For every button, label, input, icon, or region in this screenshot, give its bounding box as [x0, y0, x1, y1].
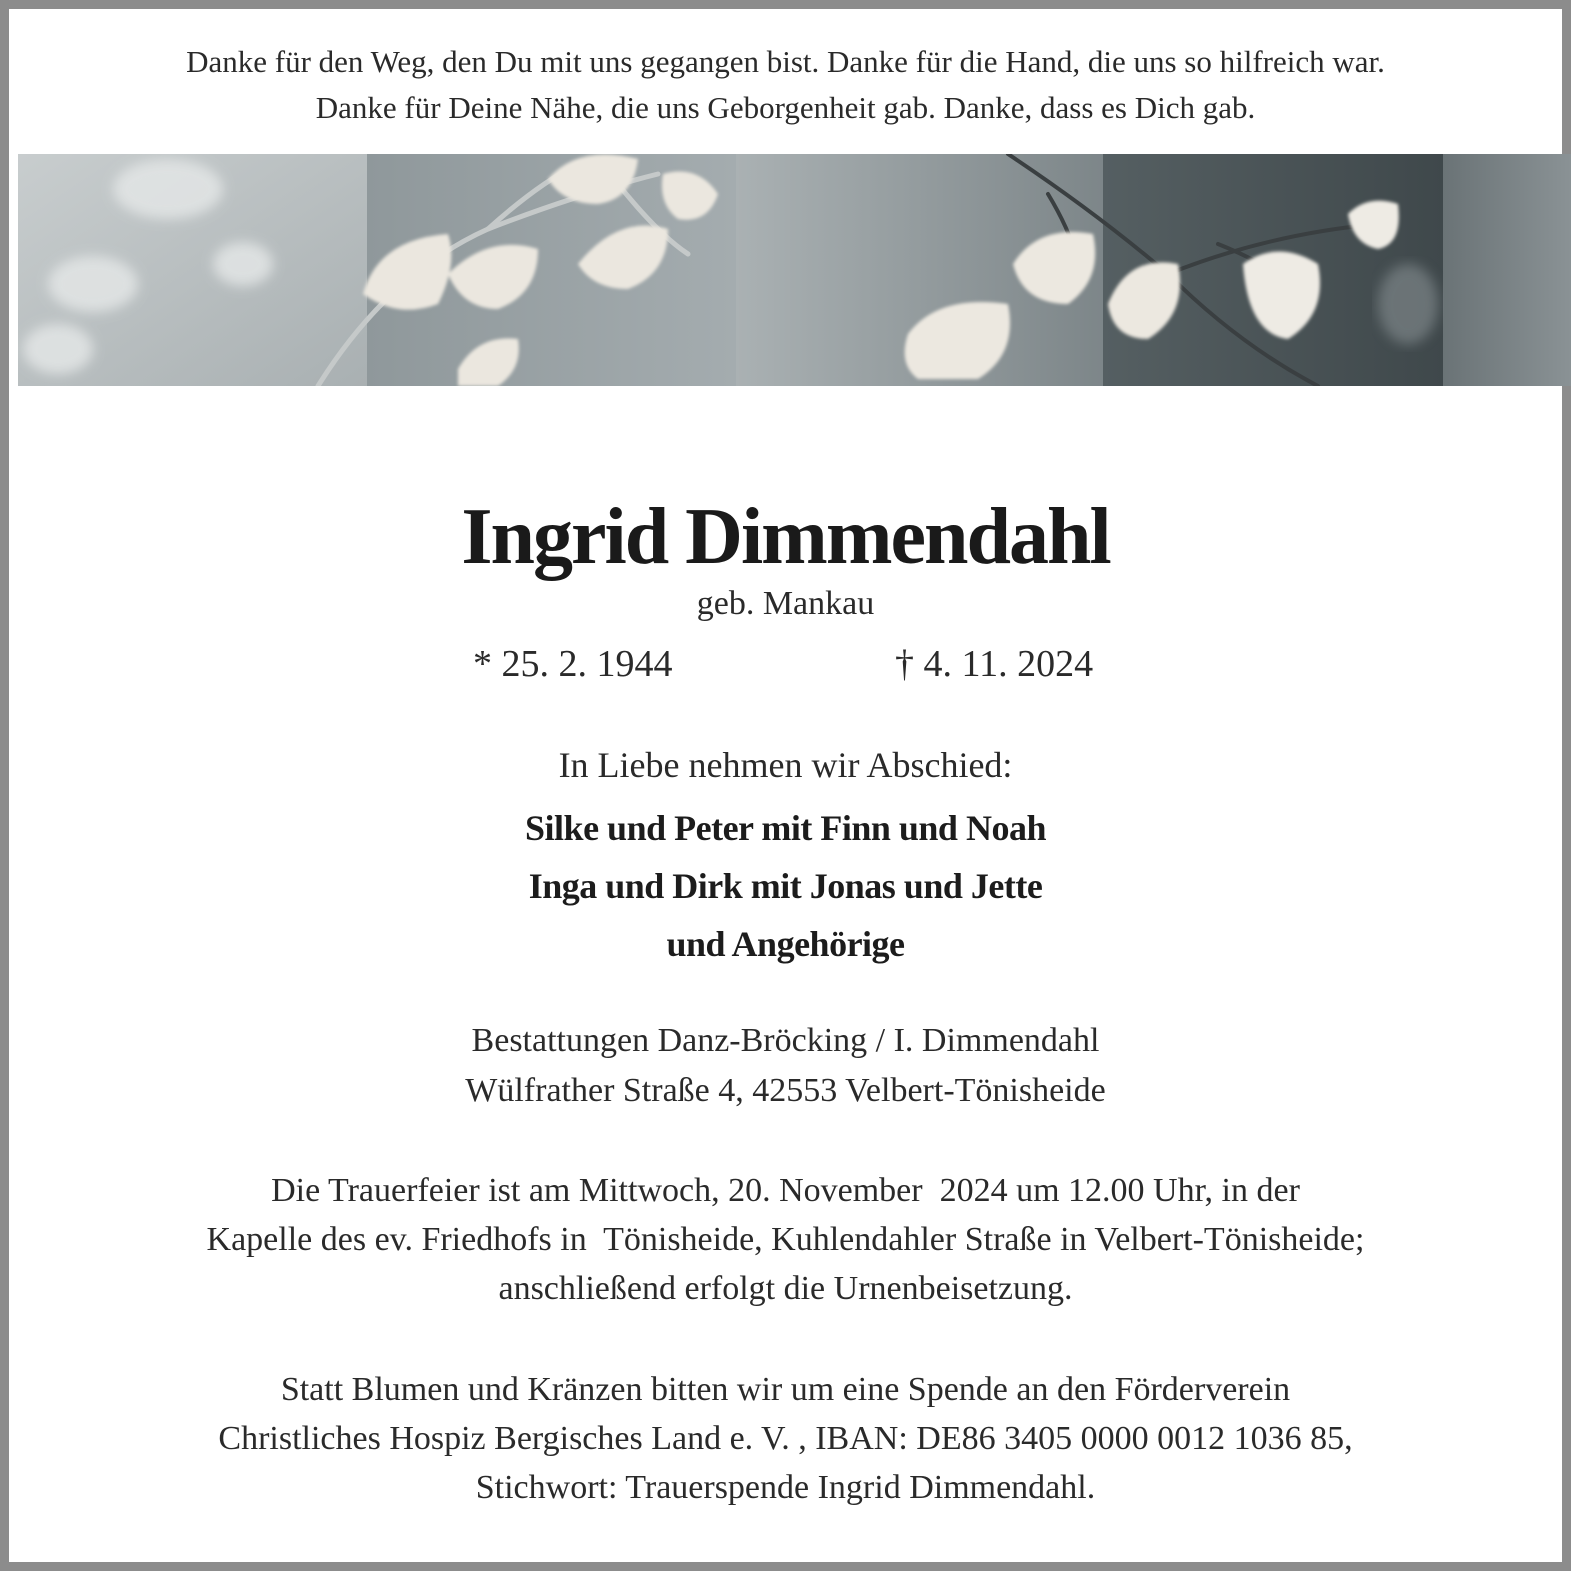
ginkgo-leaves-icon: [18, 154, 1571, 386]
birth-date: * 25. 2. 1944: [473, 643, 673, 685]
donation-line-3: Stichwort: Trauerspende Ingrid Dimmendahl.: [475, 1469, 1096, 1506]
undertaker-address: Wülfrather Straße 4, 42553 Velbert-Tönisheide: [465, 1072, 1106, 1109]
mourner-line: Inga und Dirk mit Jonas und Jette: [528, 866, 1043, 906]
undertaker-name: Bestattungen Danz-Bröcking / I. Dimmendahl: [471, 1022, 1100, 1059]
donation-line-2: Christliches Hospiz Bergisches Land e. V. , IBAN: DE86 3405 0000 0012 1036 85,: [218, 1420, 1353, 1457]
undertaker-info: [18, 1016, 1553, 1116]
mourner-line: und Angehörige: [666, 924, 905, 964]
service-line-1: Die Trauerfeier ist am Mittwoch, 20. November 2024 um 12.00 Uhr, in der: [271, 1172, 1300, 1209]
mourner-line: Silke und Peter mit Finn und Noah: [525, 808, 1046, 848]
donation-line-1: Statt Blumen und Kränzen bitten wir um eine Spende an den Förderverein: [280, 1371, 1291, 1408]
intro-verse: [18, 39, 1553, 131]
donation-info: [18, 1365, 1553, 1512]
intro-line-1: Danke für den Weg, den Du mit uns gegangen bist. Danke für die Hand, die uns so hilfreich war.: [186, 44, 1385, 79]
service-line-3: anschließend erfolgt die Urnenbeisetzung.: [498, 1270, 1073, 1307]
ginkgo-banner-image: [18, 154, 1571, 386]
funeral-service-info: [18, 1166, 1553, 1313]
mourners-list: [18, 799, 1553, 973]
deceased-name: Ingrid Dimmendahl: [461, 493, 1110, 581]
intro-line-2: Danke für Deine Nähe, die uns Geborgenheit gab. Danke, dass es Dich gab.: [315, 90, 1256, 125]
farewell-intro: In Liebe nehmen wir Abschied:: [558, 745, 1013, 785]
life-dates: [18, 642, 1553, 686]
service-line-2: Kapelle des ev. Friedhofs in Tönisheide, Kuhlendahler Straße in Velbert-Tönisheide;: [206, 1221, 1365, 1258]
death-date: † 4. 11. 2024: [895, 643, 1094, 685]
maiden-name: geb. Mankau: [696, 585, 875, 622]
